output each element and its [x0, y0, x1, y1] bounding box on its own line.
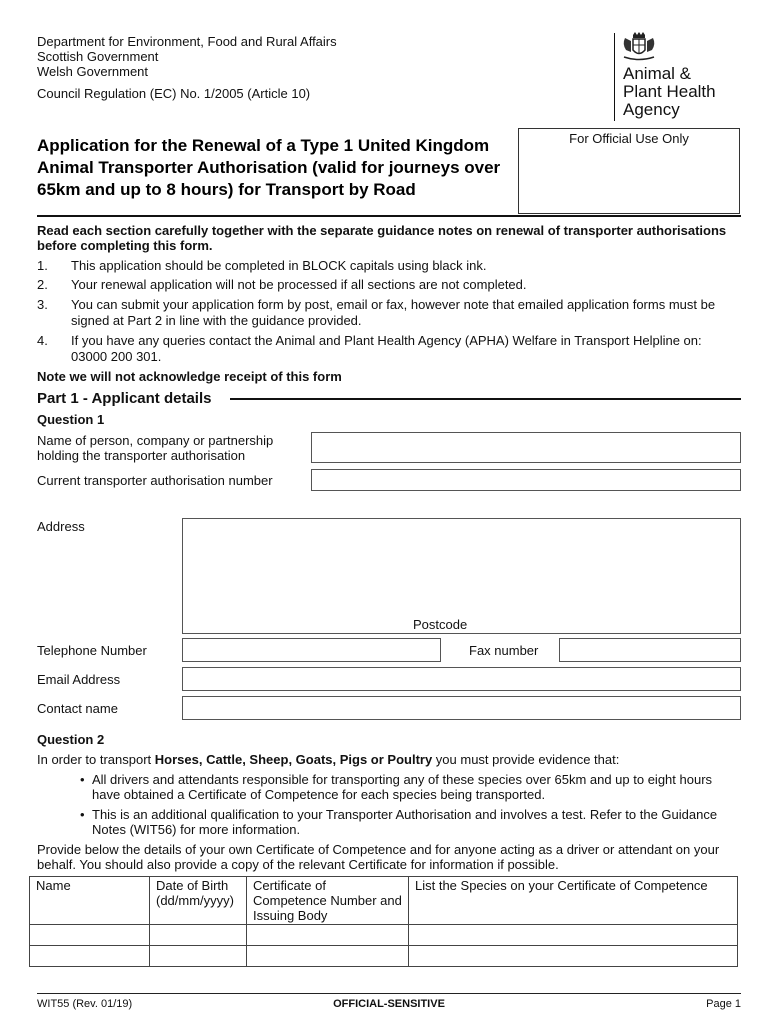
instruction-number: 3. — [37, 297, 48, 312]
instruction-item — [37, 333, 741, 365]
address-input[interactable] — [182, 518, 741, 634]
column-header: Name — [30, 877, 150, 925]
instruction-item — [37, 258, 741, 274]
table-cell[interactable] — [247, 946, 409, 967]
org-welsh-government: Welsh Government — [37, 64, 149, 79]
table-cell[interactable] — [30, 925, 150, 946]
bullet-text: All drivers and attendants responsible for transporting any of these species over 65km and up to eight hours have obtained a Certificate of Competence for each species being transported. — [92, 772, 713, 802]
apha-logo-text — [623, 65, 716, 119]
address-label: Address — [37, 519, 85, 534]
table-cell[interactable] — [409, 925, 738, 946]
title-divider — [37, 215, 741, 217]
instruction-text: If you have any queries contact the Animal and Plant Health Agency (APHA) Welfare in Transport Helpline on: 03000 200 301. — [71, 333, 702, 364]
fax-label: Fax number — [469, 643, 539, 658]
table-cell[interactable] — [150, 925, 247, 946]
instruction-text: Your renewal application will not be processed if all sections are not completed. — [71, 277, 527, 292]
header-organisations — [37, 34, 337, 79]
royal-crest-icon — [620, 32, 658, 62]
contact-name-input[interactable] — [182, 696, 741, 720]
provide-details-text: Provide below the details of your own Certificate of Competence and for anyone acting as a driver or attendant on your behalf. You should also provide a copy of the relevant Certificate for information if possible. — [37, 842, 720, 872]
logo-divider — [614, 33, 615, 121]
logo-line: Animal & — [623, 64, 692, 83]
bullet-item — [80, 807, 732, 837]
postcode-label: Postcode — [413, 617, 468, 632]
table-cell[interactable] — [30, 946, 150, 967]
authorisation-number-input[interactable] — [311, 469, 741, 491]
bullet-icon: • — [80, 807, 85, 822]
part1-divider — [230, 398, 741, 400]
page-footer — [37, 993, 741, 1010]
part1-heading: Part 1 - Applicant details — [37, 390, 220, 407]
table-row — [30, 925, 738, 946]
logo-line: Agency — [623, 100, 680, 119]
org-scottish-government: Scottish Government — [37, 49, 159, 64]
instruction-item — [37, 277, 741, 293]
instruction-text: You can submit your application form by post, email or fax, however note that emailed application forms must be signed at Part 2 in line with the guidance provided. — [71, 297, 716, 328]
regulation-reference: Council Regulation (EC) No. 1/2005 (Article 10) — [37, 86, 311, 101]
column-header: Date of Birth (dd/mm/yyyy) — [150, 877, 247, 925]
fax-input[interactable] — [559, 638, 741, 662]
logo-line: Plant Health — [623, 82, 716, 101]
page-number: Page 1 — [706, 998, 741, 1010]
question-1-label: Question 1 — [37, 412, 105, 427]
telephone-label: Telephone Number — [37, 643, 147, 658]
email-input[interactable] — [182, 667, 741, 691]
bullet-icon: • — [80, 772, 85, 787]
acknowledgement-note: Note we will not acknowledge receipt of this form — [37, 369, 342, 384]
table-cell[interactable] — [247, 925, 409, 946]
question-2-intro-start: In order to transport — [37, 752, 155, 767]
official-use-box — [518, 128, 740, 214]
intro-text: Read each section carefully together with the separate guidance notes on renewal of transporter authorisations before completing this form. — [37, 223, 727, 253]
instruction-number: 2. — [37, 277, 48, 292]
species-list: Horses, Cattle, Sheep, Goats, Pigs or Poultry — [154, 752, 433, 767]
table-cell[interactable] — [150, 946, 247, 967]
instruction-number: 4. — [37, 333, 48, 348]
column-header: List the Species on your Certificate of Competence — [409, 877, 738, 925]
instruction-text: This application should be completed in BLOCK capitals using black ink. — [71, 258, 487, 273]
contact-name-label: Contact name — [37, 701, 118, 716]
table-cell[interactable] — [409, 946, 738, 967]
table-row — [30, 946, 738, 967]
official-use-label: For Official Use Only — [569, 131, 689, 146]
instruction-item — [37, 297, 741, 329]
question-2-intro — [37, 752, 741, 767]
authorisation-number-label: Current transporter authorisation number — [37, 473, 273, 488]
question-2-label: Question 2 — [37, 732, 105, 747]
form-reference: WIT55 (Rev. 01/19) — [37, 998, 133, 1010]
certificate-table — [29, 876, 738, 967]
classification-label: OFFICIAL-SENSITIVE — [333, 998, 445, 1010]
table-header-row — [30, 877, 738, 925]
email-label: Email Address — [37, 672, 121, 687]
bullet-text: This is an additional qualification to your Transporter Authorisation and involves a test. Refer to the Guidance Notes (WIT56) for more information. — [92, 807, 718, 837]
form-title: Application for the Renewal of a Type 1 United Kingdom Animal Transporter Authorisation (valid for journeys over 65km and up to 8 hours) for Transport by Road — [37, 136, 501, 199]
column-header: Certificate of Competence Number and Issuing Body — [247, 877, 409, 925]
question-2-intro-end: you must provide evidence that: — [432, 752, 620, 767]
name-field-label: Name of person, company or partnership holding the transporter authorisation — [37, 433, 274, 463]
telephone-input[interactable] — [182, 638, 441, 662]
org-defra: Department for Environment, Food and Rural Affairs — [37, 34, 337, 49]
bullet-item — [80, 772, 732, 802]
instruction-number: 1. — [37, 258, 48, 273]
name-input[interactable] — [311, 432, 741, 463]
